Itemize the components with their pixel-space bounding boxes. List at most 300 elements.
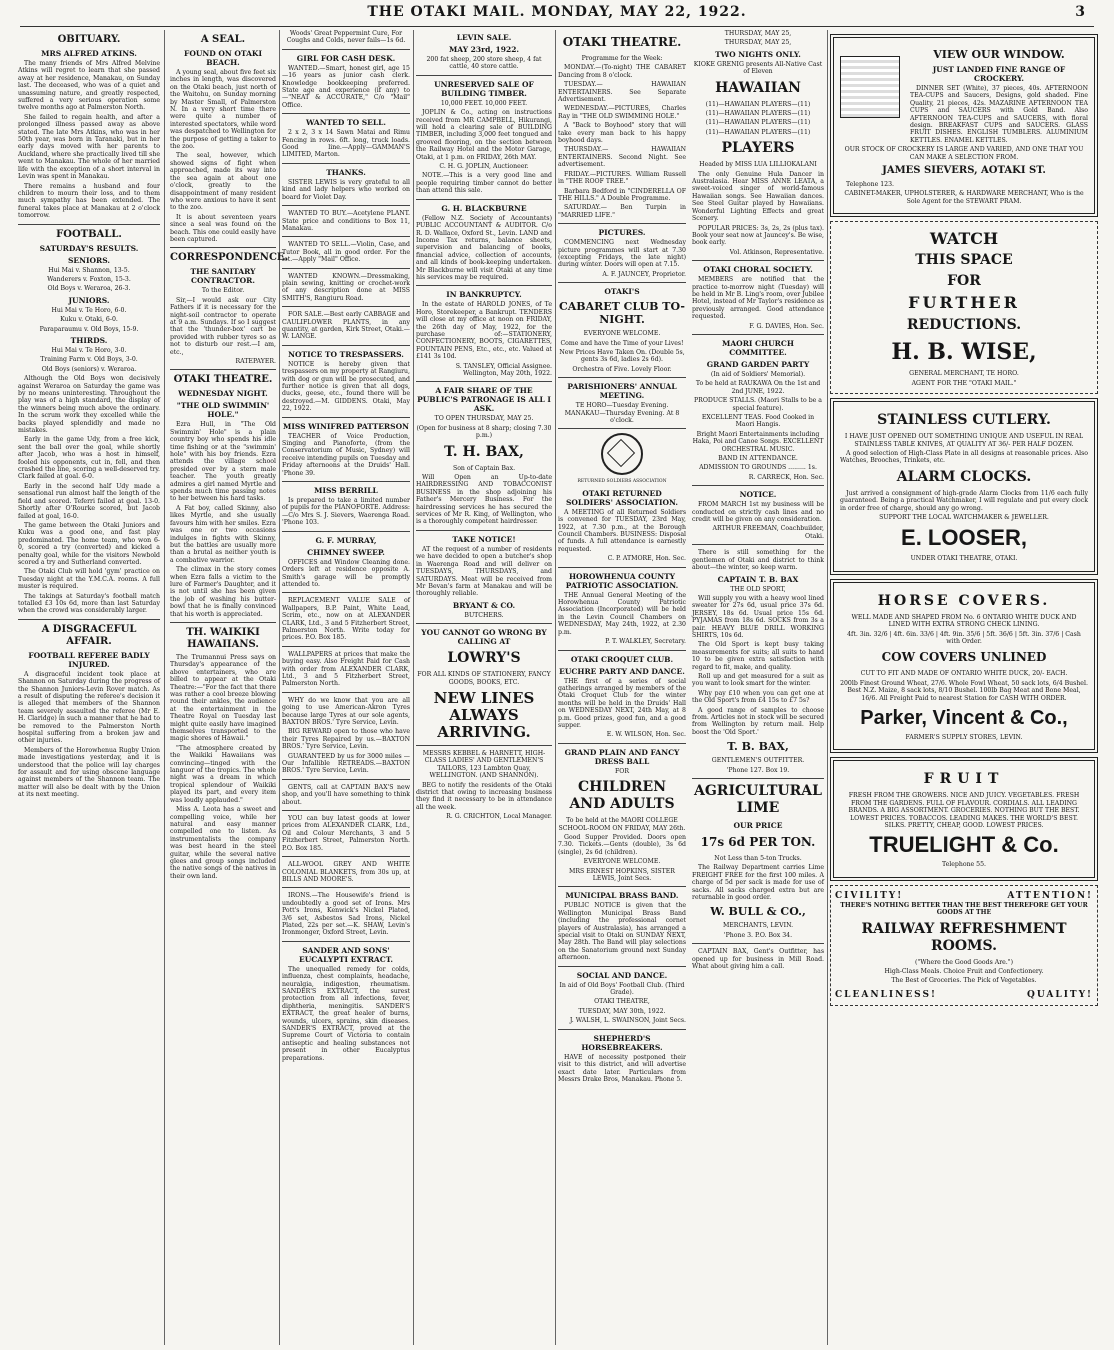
truelight-ad: [830, 757, 1098, 880]
seal-paragraph: A young seal, about five feet six inches in length, was discovered on the Otaki beach, just north of the Waitohu, on Sunday morning by Master Small, of Palmerston N. In a very short time there were quite a number of interested spectators, while word was despatched to Wellington for the purpose of getting a taker to the zoo.: [170, 69, 276, 151]
patterson-heading: MISS WINIFRED PATTERSON: [283, 421, 409, 431]
programme-friday: FRIDAY.—PICTURES. William Russell in "THE ROOF TREE.": [558, 170, 686, 186]
irons-ad: IRONS.—The Housewife's friend is undoubtedly a good set of Irons. Mrs Pott's Irons, Kenwick's Nickel Plated, 3/6 set, Asbestos Sad Irons, Nickel Plated, 22s per set.—K. SHAW, Levin's Ironmonger, Oxford Street, Levin.: [282, 892, 410, 937]
social-heading: SOCIAL AND DANCE.: [576, 970, 668, 980]
divider: [692, 544, 824, 545]
divider: [558, 223, 686, 224]
looser-name: E. LOOSER,: [901, 525, 1027, 551]
parker-ad: [830, 579, 1098, 754]
looser-ad: [830, 398, 1098, 575]
hawaiian-date-2: THURSDAY, MAY 25,: [724, 39, 792, 47]
divider: [282, 345, 410, 346]
cow-covers-ad: CUT TO FIT AND MADE OF ONTARIO WHITE DUCK, 20/- EACH.: [860, 670, 1068, 678]
players-line: (11)—HAWAIIAN PLAYERS—(11): [705, 119, 811, 127]
reward-ad: BIG REWARD open to those who have their Tyres Repaired by us.—BAXTON BROS.' Tyre Service, Levin.: [282, 728, 410, 751]
crockery-list: DINNER SET (White), 37 pieces, 40s. AFTERNOON TEA-CUPS and Saucers, Designs, gold shaded. Fine Quality, 21 pieces, 42s. MAZARINE AFTERNOON TEA CUPS and SAUCERS with Gold Band. Also AFTERNOON TEA-CUPS and SAUCERS, with floral design. BREAKFAST CUPS and SAUCERS. GLASS FRUIT DISHES. ENGLISH TUMBLERS. ALUMINIUM KETTLES. ENAMEL KETTLES.: [910, 85, 1088, 144]
divider: [558, 282, 686, 283]
divider: [416, 745, 552, 746]
clark-ad: YOU can buy latest goods at lower prices from ALEXANDER CLARK, Ltd., Oil and Colour Merchants, 3 and 5 Fitzherbert Street, Palmerston North. P.O. Box 185.: [282, 815, 410, 852]
timber-note: NOTE.—This is a very good line and people requiring timber cannot do better than attend this sale.: [416, 172, 552, 195]
divider: [558, 1029, 686, 1030]
divider: [558, 743, 686, 744]
pictures-signature: A. F. JAUNCEY, Proprietor.: [602, 270, 686, 278]
fruit-heading: FRUIT: [923, 771, 1005, 788]
lowry-heading: YOU CANNOT GO WRONG BY CALLING AT: [421, 628, 547, 647]
divider: [558, 650, 686, 651]
divider: [558, 428, 686, 429]
berrill-ad: Is prepared to take a limited number of pupils for the PIANOFORTE. Address:—C/o Mrs S. J. Sievers, Waerenga Road. 'Phone 103.: [282, 497, 410, 527]
waikiki-heading: TH. WAIKIKI HAWAIIANS.: [186, 626, 260, 650]
programme-saturday: SATURDAY.— Ben Turpin in "MARRIED LIFE.": [558, 204, 686, 219]
horowhenua-heading: HOROWHENUA COUNTY PATRIOTIC ASSOCIATION.: [565, 571, 679, 590]
column-rule: [164, 30, 165, 1345]
football-paragraph: Early in the game Udy, from a free kick, sent the ball over the goal, while shortly after Jacob, who was a host in himself, fooled his opponents, cut in, fell, and then crashed the line, scoring a well-deserved try. Clark failed at goal. 6-0.: [18, 436, 160, 481]
timber-ad: JOPLIN & Co., acting on instructions received from MR CAMPBELL, Hikurangi, will hold a clearing sale of BUILDING TIMBER, including 3,000 feet tongued and grooved flooring, on the section between the Railway Hotel and the Motor Garage, Otaki, at 1 p.m. on FRIDAY, 26th MAY.: [416, 109, 552, 161]
correspondence-subheading: THE SANITARY CONTRACTOR.: [190, 267, 256, 286]
captain-bax-heading: CAPTAIN T. B. BAX: [717, 574, 799, 584]
divider: [692, 334, 824, 335]
freeman-notice-heading: NOTICE.: [739, 490, 777, 500]
column-1: [18, 30, 160, 1345]
bax-phone: 'Phone 127. Box 19.: [726, 766, 790, 774]
programme-wednesday-note: A "Back to Boyhood" story that will take every man back to his happy boyhood days.: [558, 122, 686, 145]
column-6: [830, 30, 1098, 1345]
bankruptcy-heading: IN BANKRUPTCY.: [446, 290, 522, 300]
cabaret-prices: New Prices Have Taken On. (Double 5s, gents 3s 6d, ladies 2s 6d).: [559, 348, 685, 364]
bull-phone: 'Phone 3. P.O. Box 34.: [723, 931, 793, 939]
gents-ad: GENTS, call at CAPTAIN BAX'S new shop, and you'll have something to think about.: [282, 783, 410, 806]
railway-subheading: ("Where the Good Goods Are."): [914, 958, 1014, 966]
sander-ad: The unequalled remedy for colds, influenza, chest complaints, headache, neuralgia, indigestion, rheumatism. SANDER'S EXTRACT, the surest protection from all infections, fever, diphtheria, meningitis. SANDER'S EXTRACT, the great healer of burns, wounds, ulcers, sprains, skin diseases. SANDER'S EXTRACT, proved at the Supreme Court of Victoria to contain antiseptic and healing substances not present in other Eucalyptus preparations.: [282, 965, 410, 1062]
truelight-name: TRUELIGHT & Co.: [869, 832, 1059, 858]
horsebreakers-ad: HAVE of necessity postponed their visit to this district, and will advertise exact date later. Particulars from Messrs Drake Bros, Manakau. Phone 5.: [558, 1053, 686, 1083]
hawaiian-presents: KIOKE GRENIG presents All-Native Cast of Eleven: [693, 60, 823, 76]
result-line: Training Farm v. Old Boys, 3-0.: [40, 356, 138, 364]
garden-party-music: Bright Maori Entertainments including Haka, Poi and Canoe Songs. EXCELLENT ORCHESTRAL MUSIC.: [692, 430, 824, 453]
divider: [692, 260, 824, 261]
fair-share-hours: (Open for business at 8 sharp; closing 7.30 p.m.): [416, 424, 552, 440]
wise-trade: GENERAL MERCHANT, TE HORO.: [909, 370, 1019, 378]
result-line: Paraparaumu v. Old Boys, 15-9.: [39, 325, 139, 333]
divider: [282, 887, 410, 888]
result-line: Wanderers v. Foxton, 15-3.: [47, 275, 131, 283]
dressmaking-ad: WANTED KNOWN.—Dressmaking, plain sewing, knitting or crochet-work of any description done at MISS SMITH'S, Rangiuru Road.: [282, 272, 410, 302]
murray-heading: G. F. MURRAY,: [315, 535, 377, 545]
divider: [416, 199, 552, 200]
divider: [558, 567, 686, 568]
result-line: Old Boys v. Weraroa, 26-3.: [47, 285, 131, 293]
garden-party-venue: To be held at RAUKAWA On the 1st and 2nd JUNE, 1922.: [695, 380, 821, 395]
garden-party-heading: GRAND GARDEN PARTY: [706, 359, 810, 369]
theatre-paragraph: A Fat boy, called Skinny, also likes Myrtle, and she usually favours him with her smiles. Ezra was one or two occasions indulges in fights with Skinny, but the battles are usually more than a brutal as neither youth is a combative warrior.: [170, 504, 276, 564]
hawaiian-ad: The only Genuine Hula Dancer in Australasia. Hear MISS ANNE LEATA, a sweet-voiced singer of world-famous Hawaiian songs. See Hawaiian dances. See Steel Guitar played by Hawaiians. Wonderful Lighting Effects and great Scenery.: [692, 170, 824, 223]
kebbel-note: BEG to notify the residents of the Otaki district that owing to increasing business they find it necessary to be in attendance all the week.: [416, 781, 552, 811]
obituary-paragraph: The many friends of Mrs Alfred Melvine Atkins will regret to learn that she passed away at her residence, Manakau, on Sunday last. The deceased, who was of a quiet and unassuming nature, and greatly respected, suffered a very serious operation some twelve months ago at Palmerston North.: [18, 60, 160, 112]
theatre-paragraph: The climax in the story comes when Ezra falls a victim to the lure of Farmer's Daughter, and it is not until she has been given the job of washing his butter-bowl that he is finally convinced that his worth is appreciated.: [170, 566, 276, 618]
ball-venue: To be held at the MAORI COLLEGE SCHOOL-ROOM ON FRIDAY, MAY 26th.: [558, 817, 686, 832]
result-line: Hui Mai v. Te Horo, 3-0.: [51, 346, 127, 354]
seal-heading: A SEAL.: [200, 34, 246, 45]
patterson-ad: TEACHER of Voice Production, Singing and Pianoforte, (from the Conservatorium of Music, Sydney) will receive intending pupils on Tuesday and Friday afternoons at the Druids' Hall. 'Phone 39.: [282, 432, 410, 477]
divider: [692, 778, 824, 779]
social-aid: In aid of Old Boys' Football Club. (Third Grade).: [559, 981, 685, 997]
players-line: (11)—HAWAIIAN PLAYERS—(11): [705, 128, 811, 136]
parish-ad: TE HORO—Tuesday Evening. MANAKAU—Thursday Evening. At 8 o'clock.: [564, 402, 680, 424]
lime-ad: The Railway Department carries Lime FREIGHT FREE for the first 100 miles. A charge of 5d per sack is made for use of sacks. All sacks charged extra but are returnable in good order.: [692, 864, 824, 902]
lime-price: 17s 6d PER TON.: [700, 835, 816, 850]
trespass-ad: NOTICE is hereby given that trespassers on my property at Rangiuru, with dog or gun will be prosecuted, and further notice is given that all dogs, ducks, geese, etc., found there will be destroyed.—M. GIDDENS. Otaki, May 22, 1922.: [282, 360, 410, 413]
divider: [282, 779, 410, 780]
masthead-title: THE OTAKI MAIL. MONDAY, MAY 22, 1922.: [367, 4, 747, 20]
band-ad: PUBLIC NOTICE is given that the Wellington Municipal Brass Band (including the professional cornet players of Australasia), has arranged a special visit to Otaki on SUNDAY NEXT, May 28th. The Band will play selections on the Sanatorium ground next Sunday afternoon.: [558, 902, 686, 962]
horse-covers-sizes: 4ft. 3in. 32/6 | 4ft. 6in. 33/6 | 4ft. 9in. 35/6 | 5ft. 36/6 | 5ft. 3in. 37/6 | Cash with Order.: [847, 630, 1081, 645]
sander-heading: SANDER AND SONS' EUCALYPTI EXTRACT.: [299, 945, 393, 964]
garden-party-admission: ADMISSION TO GROUNDS ......... 1s.: [699, 464, 817, 472]
parker-address: FARMER'S SUPPLY STORES, LEVIN.: [905, 734, 1023, 741]
returned-soldiers-emblem-icon: [601, 433, 643, 475]
cabaret-come: Come and have the Time of your Lives!: [560, 339, 684, 347]
cutlery-ad: I HAVE JUST OPENED OUT SOMETHING UNIQUE AND USEFUL IN REAL STAINLESS TABLE KNIVES, AT QUALITY AT 36/- PER HALF DOZEN.: [844, 433, 1084, 448]
result-line: Old Boys (seniors) v. Weraroa.: [41, 365, 137, 373]
waikiki-paragraph: "The atmosphere created by the Waikiki Hawaiians was convincing—tinged with the languor of the tropics. The whole night was a dream in which tropical splendour of Waikiki played its part, and every item was loudly applauded.": [170, 744, 276, 804]
lowry-items: FOR ALL KINDS OF STATIONERY, FANCY GOODS, BOOKS, ETC.: [417, 671, 551, 686]
railway-meals: High-Class Meals. Choice Fruit and Confectionery.: [884, 968, 1044, 976]
divider: [558, 377, 686, 378]
divider: [282, 810, 410, 811]
sievers-phone: Telephone 123.: [846, 181, 895, 189]
horowhenua-signature: P. T. WALKLEY, Secretary.: [605, 638, 686, 646]
garden-party-stalls: PRODUCE STALLS. (Maori Stalls to be a special feature).: [694, 397, 822, 412]
divider: [282, 531, 410, 532]
cutlery-plate: A good selection of High-Class Plate in all designs at reasonable prices. Also Watches, Brooches, Trinkets, etc.: [840, 449, 1088, 465]
hawaiian-two-nights: TWO NIGHTS ONLY.: [715, 49, 801, 59]
divider: [170, 369, 276, 370]
euchre-heading: EUCHRE PARTY AND DANCE.: [559, 666, 685, 676]
divider: [282, 417, 410, 418]
seal-paragraph: The seal, however, which showed signs of fight when approached, made its way into the sea again at about one o'clock, greatly to the disappointment of many resident who were anxious to have it sent to the zoo.: [170, 152, 276, 212]
result-line: Hui Mai v. Te Horo, 6-0.: [51, 306, 127, 314]
horsebreakers-heading: SHEPHERD'S HORSEBREAKERS.: [581, 1033, 663, 1052]
garden-party-signature: R. CARRECK, Hon. Sec.: [748, 473, 824, 481]
choral-signature: F. G. DAVIES, Hon. Sec.: [749, 322, 824, 330]
wheat-prices: 200lb Finest Ground Wheat, 27/6. Whole Fowl Wheat, 50 sack lots, 6/4 Bushel. Best N.Z. Maize, 8 sack lots, 8/10 Bushel. 100lb Bag Meat and Bone Meal, 16/6. All Freight Paid to nearest Station for CASH WITH ORDER.: [840, 679, 1088, 702]
tyre-ad: WHY do we know that you are all going to use American-Akron Tyres because large Tyres at our sole agents, BAXTON BROS.' Tyre Service, Levin.: [282, 696, 410, 726]
garden-party-teas: EXCELLENT TEAS. Food Cooked in Maori Hangis.: [701, 414, 815, 429]
column-3: [282, 30, 410, 1345]
divider: [282, 592, 410, 593]
divider: [416, 75, 552, 76]
blanket-ad: ALL-WOOL GREY AND WHITE COLONIAL BLANKETS, from 30s up, at BILLS AND MOORE'S.: [282, 861, 410, 883]
freeman-notice: FROM MARCH 1st my business will be conducted on strictly cash lines and no credit will be given on any consideration.: [692, 501, 824, 524]
lowry-name: LOWRY'S: [447, 650, 521, 667]
crockery-stock: OUR STOCK OF CROCKERY IS LARGE AND VARIED, AND ONE THAT YOU CAN MAKE A SELECTION FROM.: [844, 146, 1084, 161]
programme-friday-note: Barbara Bedford in "CINDERELLA OF THE HILLS." A Double Programme.: [558, 187, 686, 202]
bull-subheading: MERCHANTS, LEVIN.: [722, 922, 794, 930]
bax-whypay: Why pay £10 when you can get one at the Old Sport's from £4 15s to £7 5s?: [692, 689, 824, 705]
new-lines-heading: NEW LINES ALWAYS ARRIVING.: [433, 688, 535, 741]
divider: [416, 530, 552, 531]
blackburne-ad: (Fellow N.Z. Society of Accountants) PUBLIC ACCOUNTANT & AUDITOR. C/o R. D. Wallace, Oxford St., Levin. LAND and Income Tax returns, balance sheets, supervision and balancing of books, financial advice, collection of accounts, and all kinds of book-keeping undertaken. Mr Blackburne will visit Otaki at any time his services may be required.: [416, 214, 552, 281]
bax-outfitter: GENTLEMEN'S OUTFITTER.: [711, 757, 805, 765]
divider: [18, 619, 160, 620]
seal-subheading: FOUND ON OTAKI BEACH.: [184, 49, 262, 67]
football-paragraph: Although the Old Boys won decisively against Weraroa on Saturday the game was by no means uninteresting. Throughout the play was of a high standard, the display of the winners being much above the ordinary. In the scrum work they excelled while the backs played splendidly and made no mistakes.: [18, 375, 160, 435]
social-venue: OTAKI THEATRE,: [594, 998, 650, 1006]
divider: [692, 485, 824, 486]
juniors-label: JUNIORS.: [68, 295, 110, 305]
programme-tuesday: TUESDAY.— HAWAIIAN ENTERTAINERS. See Separate Advertisement.: [558, 81, 686, 104]
hawaiian-agent: Vol. Atkinson, Representative.: [729, 248, 824, 256]
wise-ad: [830, 221, 1098, 394]
theatre-paragraph: Ezra Hull, in "The Old Swimmin' Hole" is a plain country boy who spends his idle time fishing or at the "swimmin' hole" with his boy friends. Ezra attends the village school presided over by a stern male teacher. The youth greatly admires a girl named Myrtle and spends much time passing notes to her between his hard tasks.: [170, 421, 276, 503]
result-line: Hui Mai v. Shannon, 13-5.: [48, 266, 130, 274]
divider: [282, 268, 410, 269]
fair-share-open: TO OPEN THURSDAY, MAY 25.: [434, 415, 534, 423]
cleanliness-row: [835, 989, 1093, 1001]
bax-samples: A good range of samples to choose from. Articles not in stock will be secured from Wellington by return mail. Help boost the 'Old Sport.': [692, 706, 824, 736]
levin-sale-heading: LEVIN SALE.: [456, 33, 512, 42]
cabaret-orchestra: Orchestra of Five. Lovely Floor.: [572, 365, 672, 373]
parish-heading: PARISHIONERS' ANNUAL MEETING.: [567, 382, 677, 401]
timber-quantity: 10,000 FEET. 10,000 FEET.: [440, 99, 528, 107]
sievers-trade: CABINET-MAKER, UPHOLSTERER, & HARDWARE MERCHANT, Who is the Sole Agent for the STEWART PRAM.: [844, 190, 1084, 205]
cabaret-welcome: EVERYONE WELCOME.: [583, 330, 661, 338]
take-notice-ad: AT the request of a number of residents we have decided to open a butcher's shop in Waerenga Road and will deliver on TUESDAYS, THURSDAYS, and SATURDAYS. Meat will be received from Mr Bevan's farm at Manakau and will be thoroughly reliable.: [416, 545, 552, 598]
divider: [282, 236, 410, 237]
choral-ad: MEMBERS are notified that the practice to-morrow night (Tuesday) will be held in Mr B. Ling's room, over Jubilee Hotel, instead of Mr Taylor's residence as previously arranged. Good attendance requested.: [692, 276, 824, 321]
correspondence-to: To the Editor.: [201, 287, 245, 295]
thirds-label: THIRDS.: [70, 335, 108, 345]
take-notice-heading: TAKE NOTICE!: [452, 534, 516, 544]
quality: QUALITY!: [1026, 989, 1093, 1000]
berrill-heading: MISS BERRILL: [314, 486, 378, 496]
violin-ad: WANTED TO SELL.—Violin, Case, and Tutor Book, all in good order. For the lot.—Apply "Mail" Office.: [282, 241, 410, 264]
divider: [558, 886, 686, 887]
band-heading: MUNICIPAL BRASS BAND.: [565, 891, 679, 901]
fair-share-heading: A FAIR SHARE OF THE PUBLIC'S PATRONAGE IS ALL I ASK.: [417, 386, 551, 414]
affair-paragraph: A disgraceful incident took place at Shannon on Saturday during the progress of the Shannon Juniors-Levin Rover match. As a result of disputing the referee's decision it is alleged that members of the Shannon team severely assaulted the referee (Mr E. H. Claridge) in such a manner that he had to be removed to the Palmerston North hospital suffering from a broken jaw and other injuries.: [18, 670, 160, 745]
this-space: THIS SPACE: [915, 252, 1013, 269]
divider: [558, 966, 686, 967]
divider: [692, 943, 824, 944]
horse-covers-heading: HORSE COVERS.: [877, 592, 1051, 609]
divider: [282, 163, 410, 164]
cabaret-heading: CABARET CLUB TO-NIGHT.: [558, 300, 685, 327]
obituary-subheading: MRS ALFRED ATKINS.: [41, 49, 137, 58]
obituary-heading: OBITUARY.: [57, 34, 121, 45]
cutlery-heading: STAINLESS CUTLERY.: [877, 412, 1051, 429]
players-line: (11)—HAWAIIAN PLAYERS—(11): [705, 110, 811, 118]
divider: [282, 481, 410, 482]
peppermint-ad: Woods' Great Peppermint Cure, For Coughs and Colds, never fails—1s 6d.: [286, 30, 406, 45]
price-heading: OUR PRICE: [733, 821, 783, 831]
alarm-ad: Just arrived a consignment of high-grade Alarm Clocks from 11/6 each fully guaranteed. Being a practical Watchmaker, I will regulate and put every clock in order free of charge, should any go wrong.: [840, 489, 1088, 512]
ball-signature: MRS ERNEST HOPKINS, SISTER LEWIS, Joint Secs.: [569, 867, 675, 882]
theatre-subheading: "THE OLD SWIMMIN' HOLE.": [176, 401, 270, 420]
fruit-list: FRESH FROM THE GROWERS. NICE AND JUICY. VEGETABLES. FRESH FROM THE GARDENS. FULL OF FLAVOUR. CORDIALS. ALL LEADING BRANDS. A BIG ASSORTMENT. GROCERIES. NOTHING BUT THE BEST. LOWEST PRICES. TOBACCOS. LEADING MAKES. THE WORLD'S BEST. SILKS. PRETTY, CHEAP, GOOD. LOWEST PRICES.: [848, 792, 1080, 830]
ball-children-adults: CHILDREN AND ADULTS: [569, 779, 675, 813]
players-heading: PLAYERS: [721, 140, 795, 157]
divider: [416, 381, 552, 382]
divider: [282, 205, 410, 206]
railway-heading: RAILWAY REFRESHMENT ROOMS.: [861, 920, 1067, 954]
column-rule: [413, 30, 414, 1345]
garden-party-aid: (In aid of Soldiers' Memorial).: [710, 370, 806, 378]
rsa-signature: C. P. ATMORE, Hon. Sec.: [607, 555, 686, 563]
divider: [170, 622, 276, 623]
football-paragraph: The game between the Otaki Juniors and Kuku was a good one, and fast play predominated. The home team, who won 6-0, scored a try (converted) and kicked a penalty goal, while for the visitors Newbold scored a try and Sutherland converted.: [18, 521, 160, 566]
obituary-paragraph: There remains a husband and four children to mourn their loss, and to them much sympathy has been extended. The funeral takes place at Manakau at 2 o'clock tomorrow.: [18, 182, 160, 220]
column-5b: [692, 30, 824, 1345]
ball-heading: GRAND PLAIN AND FANCY DRESS BALL: [564, 747, 680, 766]
lime-price-note: Not Less than 5-ton Trucks.: [714, 855, 802, 863]
divider: [282, 49, 410, 50]
football-subheading: SATURDAY'S RESULTS.: [39, 243, 139, 253]
divider: [416, 623, 552, 624]
players-line: (11)—HAWAIIAN PLAYERS—(11): [705, 100, 811, 108]
page-number: 3: [1075, 4, 1086, 20]
affair-subheading: FOOTBALL REFEREE BADLY INJURED.: [28, 650, 150, 669]
cabaret-otakis: OTAKI'S: [604, 287, 640, 297]
column-rule: [279, 30, 280, 1345]
girl-heading: GIRL FOR CASH DESK.: [296, 53, 396, 63]
correspondence-signature: RATEPAYER.: [235, 358, 276, 365]
support-line: SUPPORT THE LOCAL WATCHMAKER & JEWELLER.: [879, 513, 1049, 521]
rsa-ad: A MEETING of all Returned Soldiers is convened for TUESDAY, 23rd May, 1922, at 7.30 p.m., at the Borough Council Chambers. BUSINESS: Disposal of funds. A full attendance is earnestly requested.: [558, 508, 686, 553]
masthead: [20, 4, 1094, 27]
divider: [282, 113, 410, 114]
crockery-heading: JUST LANDED FINE RANGE OF CROCKERY.: [932, 65, 1066, 83]
obituary-paragraph: She failed to regain health, and after a prolonged illness passed away as above stated. The late Mrs Atkins, who was in her 50th year, was born in Taranaki, but in her early days moved with her parents to Auckland, where she practically lived till she went to Manakau. The whole of her married life with the exception of a short interval in Levin was spent in Manakau.: [18, 113, 160, 181]
otaki-theatre-heading: OTAKI THEATRE.: [562, 35, 682, 49]
football-paragraph: The takings at Saturday's football match totalled £3 10s 6d, more than last Saturday when the crowd was considerably larger.: [18, 592, 160, 615]
football-heading: FOOTBALL.: [56, 228, 122, 240]
sell-heading: WANTED TO SELL.: [305, 118, 387, 128]
cleanliness: CLEANLINESS!: [835, 989, 937, 1000]
bax-intro: There is still something for the gentlemen of Otaki and district to think about—the winter, so keep warm.: [692, 549, 824, 572]
rsa-heading: OTAKI RETURNED SOLDIERS' ASSOCIATION.: [565, 488, 679, 507]
sievers-ad: [830, 34, 1098, 217]
horowhenua-ad: THE Annual General Meeting of the Horowhenua County Patriotic Association (Incorporated) will be held in the Levin Council Chambers on WEDNESDAY, May 24th, 1922, at 2.30 p.m.: [558, 591, 686, 636]
railway-ad: [830, 885, 1098, 1006]
bax-heading: T. H. BAX,: [444, 443, 524, 460]
sievers-name: JAMES SIEVERS, AOTAKI ST.: [882, 165, 1046, 177]
for-word: FOR: [947, 273, 981, 290]
hawaiian-headed: Headed by MISS LUA LILLIOKALANI: [699, 161, 817, 169]
guarantee-ad: GUARANTEED by us for 3000 miles —Our Infallible RETREADS.—BAXTON BROS.' Tyre Service, Levin.: [282, 752, 410, 775]
horse-covers-ad: WELL MADE AND SHAPED FROM No. 6 ONTARIO WHITE DUCK AND LINED WITH EXTRA STRONG CHECK LINING.: [851, 613, 1077, 629]
hawaiian-date: THURSDAY, MAY 25,: [724, 30, 792, 37]
divider: [170, 247, 276, 248]
bankruptcy-signature: S. TANSLEY, Official Assignee. Wellington, May 20th, 1922.: [455, 362, 552, 377]
social-signature: J. WALSH, L. SWAINSON, Joint Secs.: [569, 1017, 686, 1025]
thanks-heading: THANKS.: [326, 167, 366, 177]
sell-ad: 2 x 2, 3 x 14 Sawn Matai and Rimu Fencing in rows. 6ft. long, truck loads. Good line.—Apply—GAMMAN'S LIMITED, Marton.: [282, 129, 410, 159]
hawaiian-prices: POPULAR PRICES: 3s, 2s, 2s (plus tax). Book your seat now at Jauncey's. Be wise, book early.: [692, 224, 824, 247]
thanks-ad: SISTER LEWIS is very grateful to all kind and lady helpers who worked on board for Violet Day.: [282, 178, 410, 201]
levin-sale-date: MAY 23rd, 1922.: [448, 45, 520, 54]
croquet-ad: THE first of a series of social gatherings arranged by members of the Otaki Croquet Club for the winter months will be held in the Druids' Hall on WEDNESDAY NEXT, 24th May, at 8 p.m. Good prizes, good fun, and a good supper.: [558, 677, 686, 729]
divider: [416, 285, 552, 286]
seal-paragraph: It is about seventeen years since a seal was found on the beach. This one could easily have been captured.: [170, 213, 276, 243]
croquet-signature: E. W. WILSON, Hon. Sec.: [606, 731, 686, 739]
result-line: Kuku v. Otaki, 6-0.: [60, 316, 118, 324]
hawaiian-heading: HAWAIIAN: [715, 79, 801, 96]
programme-thursday: THURSDAY.— HAWAIIAN ENTERTAINERS. Second Night. See advertisement.: [558, 146, 686, 169]
ball-for: FOR: [614, 767, 630, 775]
cow-covers-heading: COW COVERS UNLINED: [881, 650, 1047, 665]
bax-subheading: Son of Captain Bax.: [452, 464, 516, 472]
freeman-signature: ARTHUR FREEMAN, Coachbuilder, Otaki.: [712, 525, 824, 540]
bryant-heading: BRYANT & CO.: [452, 600, 516, 610]
reductions-word: REDUCTIONS.: [906, 317, 1022, 334]
pictures-heading: PICTURES.: [598, 228, 646, 238]
theatre-programme: Programme for the Week:: [581, 55, 663, 62]
correspondence-heading: CORRESPONDENCE.: [170, 252, 289, 264]
bax-suits: The Old Sport is kept busy taking measurements for suits; all suits to hand 10 to be given extra satisfaction with regard to fit, make, and quality.: [692, 641, 824, 671]
further-word: FURTHER: [908, 293, 1020, 313]
cabbage-ad: FOR SALE.—Best early CABBAGE and CAULIFLOWER PLANTS, in any quantity, at garden, Kirk Street, Otaki.—W. LANGE.: [282, 311, 410, 341]
column-5a: [558, 30, 686, 1345]
truelight-phone: Telephone 55.: [941, 861, 987, 869]
bax-signature: T. B. BAX,: [727, 740, 789, 754]
railway-groceries: The Best of Groceries. The Pick of Vegetables.: [891, 977, 1037, 985]
bax-rollup: Roll up and get measured for a suit as you want to look smart for the winter.: [692, 672, 824, 688]
watch-word: WATCH: [929, 229, 999, 249]
view-window-heading: VIEW OUR WINDOW.: [933, 48, 1065, 61]
pictures-ad: COMMENCING next Wednesday picture programmes will start at 7.30 (excepting Fridays, the late night) during winter. Doors will open at 7.15.: [558, 239, 686, 269]
lime-heading: AGRICULTURAL LIME: [693, 783, 823, 817]
timber-heading: UNRESERVED SALE OF BUILDING TIMBER.: [434, 79, 534, 98]
affair-heading: A DISGRACEFUL AFFAIR.: [41, 623, 137, 647]
seniors-label: SENIORS.: [67, 255, 111, 265]
divider: [282, 692, 410, 693]
maori-church-heading: MAORI CHURCH COMMITTEE.: [722, 338, 794, 357]
bax-prices: Will supply you with a heavy wool lined sweater for 27s 6d, usual price 37s 6d. JERSEY, 18s 6d. Usual price 15s 6d. PYJAMAS from 18s 6d. SOCKS from 3s a pair. HEAVY BLUE DRILL WORKING SHIRTS, 10s 6d.: [692, 594, 824, 639]
column-rule: [555, 30, 556, 1345]
levin-sale-items: 200 fat sheep, 200 store sheep, 4 fat cattle, 40 store cattle.: [426, 56, 542, 71]
murray-subheading: CHIMNEY SWEEP.: [307, 547, 385, 557]
cabinet-illustration-icon: [840, 56, 900, 118]
girl-ad: WANTED.—Smart, honest girl, age 15—16 years as junior cash clerk. Knowledge bookkeeping preferred. State age and experience (if any) to—"NEAT & ACCURATE," C/o "Mail" Office.: [282, 64, 410, 109]
captain-bax-ad: CAPTAIN BAX, Gent's Outfitter, has opened up for business in Mill Road. What about giving him a call.: [692, 948, 824, 971]
best-line: THERE'S NOTHING BETTER THAN THE BEST THEREFORE GET YOUR GOODS AT THE: [840, 901, 1088, 917]
bryant-subheading: BUTCHERS.: [464, 611, 504, 619]
civility-row: [835, 890, 1093, 902]
wallpaper-ad: REPLACEMENT VALUE SALE of Wallpapers, B.P. Paint, White Lead, Scrim, etc., now on at ALEXANDER CLARK, Ltd., 3 and 5 Fitzherbert Street, Palmerston North. Write today for prices. P.O. Box 185.: [282, 597, 410, 642]
bull-heading: W. BULL & CO.,: [710, 905, 806, 919]
civility: CIVILITY!: [835, 890, 904, 901]
column-4: [416, 30, 552, 1345]
croquet-heading: OTAKI CROQUET CLUB.: [570, 654, 674, 664]
kebbel-signature: R. G. CRICHTON, Local Manager.: [446, 813, 552, 821]
divider: [282, 941, 410, 942]
programme-wednesday: WEDNESDAY.—PICTURES, Charles Ray in "THE OLD SWIMMING HOLE.": [558, 105, 686, 120]
divider: [18, 224, 160, 225]
divider: [282, 856, 410, 857]
theatre-day: WEDNESDAY NIGHT.: [178, 389, 268, 399]
programme-monday: MONDAY.—(To-night) THE CABARET Dancing from 8 o'clock.: [558, 64, 686, 79]
column-2: [170, 30, 289, 1345]
waikiki-paragraph: Miss A. Leota has a sweet and compelling voice, while her natural and easy manner compelled one to listen. As instrumentalists the company was best heard in the steel guitar, while the several native glees and group songs included the native songs of the natives in their own land.: [170, 806, 276, 880]
divider: [282, 646, 410, 647]
ball-welcome: EVERYONE WELCOME.: [583, 858, 661, 866]
looser-address: UNDER OTAKI THEATRE, OTAKI.: [910, 555, 1018, 563]
choral-heading: OTAKI CHORAL SOCIETY.: [703, 265, 813, 275]
trespass-heading: NOTICE TO TRESPASSERS.: [288, 349, 404, 359]
timber-signature: C. H. G. JOPLIN, Auctioneer.: [439, 163, 529, 171]
blackburne-heading: G. H. BLACKBURNE: [441, 203, 527, 213]
